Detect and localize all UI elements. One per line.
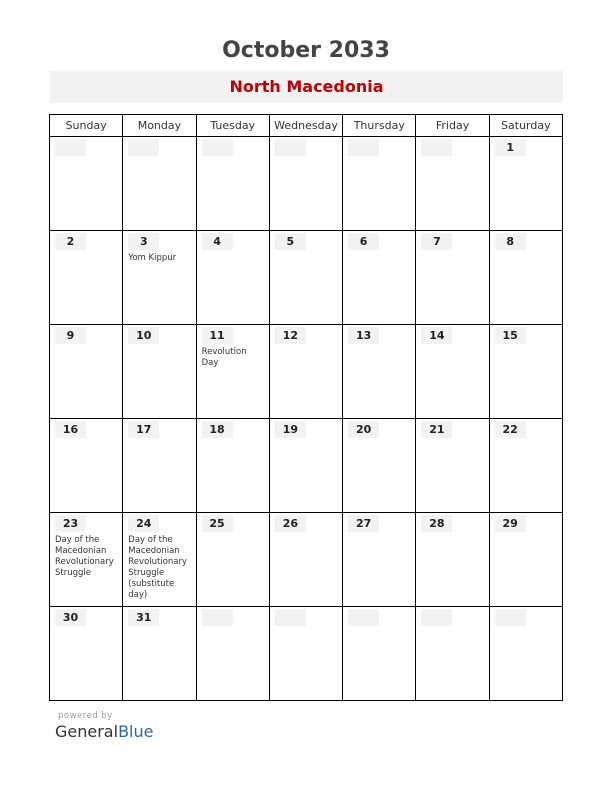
day-cell — [196, 419, 269, 513]
holiday-label: Revolution Day — [201, 347, 247, 368]
day-number-box — [275, 139, 306, 156]
country-name: North Macedonia — [229, 77, 384, 96]
day-number: 28 — [429, 517, 445, 530]
day-number: 10 — [136, 329, 152, 342]
day-cell — [269, 325, 342, 419]
day-cell — [416, 607, 489, 701]
brand-general: General — [55, 722, 119, 741]
day-number: 25 — [209, 517, 225, 530]
day-number-box — [202, 609, 233, 626]
holiday-label: Day of the Macedonian Revolutionary Struggle (substitute day) — [128, 535, 188, 600]
day-number: 18 — [209, 423, 225, 436]
day-cell — [50, 231, 123, 325]
day-cell — [196, 607, 269, 701]
day-number-box — [55, 139, 86, 156]
day-number-box — [275, 609, 306, 626]
week-row — [50, 231, 563, 325]
day-number: 8 — [506, 235, 515, 248]
weekday-header: Wednesday — [269, 115, 342, 137]
holiday-label: Day of the Macedonian Revolutionary Struggle — [55, 535, 114, 578]
weekday-header: Monday — [123, 115, 196, 137]
day-cell — [50, 513, 123, 607]
holiday-label: Yom Kippur — [128, 253, 177, 263]
country-banner — [50, 71, 563, 103]
day-number: 14 — [429, 329, 445, 342]
day-cell — [416, 419, 489, 513]
day-cell — [269, 513, 342, 607]
weekday-header-row — [50, 115, 563, 137]
weekday-header: Thursday — [343, 115, 416, 137]
day-cell — [489, 231, 562, 325]
day-number: 7 — [433, 235, 441, 248]
day-number: 26 — [282, 517, 298, 530]
day-cell — [123, 231, 196, 325]
day-number: 4 — [213, 235, 221, 248]
day-cell — [196, 325, 269, 419]
day-cell — [489, 419, 562, 513]
day-number-box — [421, 139, 452, 156]
week-row — [50, 607, 563, 701]
day-number: 11 — [209, 329, 225, 342]
generalblue-logo — [55, 722, 153, 741]
day-number: 5 — [286, 235, 295, 248]
day-cell — [416, 325, 489, 419]
day-number: 15 — [502, 329, 518, 342]
day-cell — [196, 231, 269, 325]
day-cell — [269, 419, 342, 513]
day-cell — [489, 325, 562, 419]
brand-blue: Blue — [118, 722, 154, 741]
day-cell — [343, 607, 416, 701]
day-cell — [50, 325, 123, 419]
day-cell — [489, 137, 562, 231]
day-number-box — [348, 609, 379, 626]
day-cell — [489, 607, 562, 701]
day-number-box — [128, 139, 159, 156]
day-cell — [50, 419, 123, 513]
day-cell — [196, 137, 269, 231]
day-number-box — [348, 139, 379, 156]
day-number: 22 — [502, 423, 518, 436]
day-number-box — [202, 139, 233, 156]
weekday-header: Saturday — [489, 115, 562, 137]
day-cell — [269, 607, 342, 701]
week-row — [50, 513, 563, 607]
day-number: 16 — [62, 423, 79, 436]
day-cell — [123, 513, 196, 607]
day-cell — [416, 231, 489, 325]
week-row — [50, 419, 563, 513]
day-number: 6 — [359, 235, 368, 248]
weekday-header: Sunday — [50, 115, 123, 137]
day-cell — [343, 231, 416, 325]
day-cell — [343, 325, 416, 419]
day-number: 12 — [282, 329, 298, 342]
day-number: 17 — [136, 423, 152, 436]
day-cell — [50, 137, 123, 231]
week-row — [50, 137, 563, 231]
weekday-header: Friday — [416, 115, 489, 137]
day-number: 24 — [136, 517, 152, 530]
day-cell — [416, 137, 489, 231]
day-cell — [123, 325, 196, 419]
day-number-box — [421, 609, 452, 626]
day-number: 21 — [429, 423, 445, 436]
day-number: 23 — [62, 517, 79, 530]
day-cell — [416, 513, 489, 607]
day-number: 2 — [66, 235, 75, 248]
day-cell — [269, 231, 342, 325]
day-number: 9 — [66, 329, 75, 342]
day-cell — [123, 607, 196, 701]
day-number: 29 — [502, 517, 518, 530]
day-number: 31 — [136, 611, 152, 624]
day-cell — [489, 513, 562, 607]
day-number-box — [495, 609, 526, 626]
day-number: 13 — [355, 329, 372, 342]
day-cell — [196, 513, 269, 607]
day-cell — [123, 137, 196, 231]
day-cell — [343, 513, 416, 607]
weekday-header: Tuesday — [196, 115, 269, 137]
page-title: October 2033 — [222, 38, 390, 63]
day-number: 20 — [355, 423, 372, 436]
day-cell — [343, 137, 416, 231]
day-number: 1 — [506, 141, 515, 154]
day-number: 30 — [62, 611, 79, 624]
day-number: 27 — [355, 517, 372, 530]
day-cell — [269, 137, 342, 231]
day-cell — [123, 419, 196, 513]
calendar-grid — [49, 114, 563, 701]
day-cell — [50, 607, 123, 701]
week-row — [50, 325, 563, 419]
day-number: 3 — [139, 235, 148, 248]
day-cell — [343, 419, 416, 513]
day-number: 19 — [282, 423, 298, 436]
powered-by-label: powered by — [58, 711, 113, 721]
